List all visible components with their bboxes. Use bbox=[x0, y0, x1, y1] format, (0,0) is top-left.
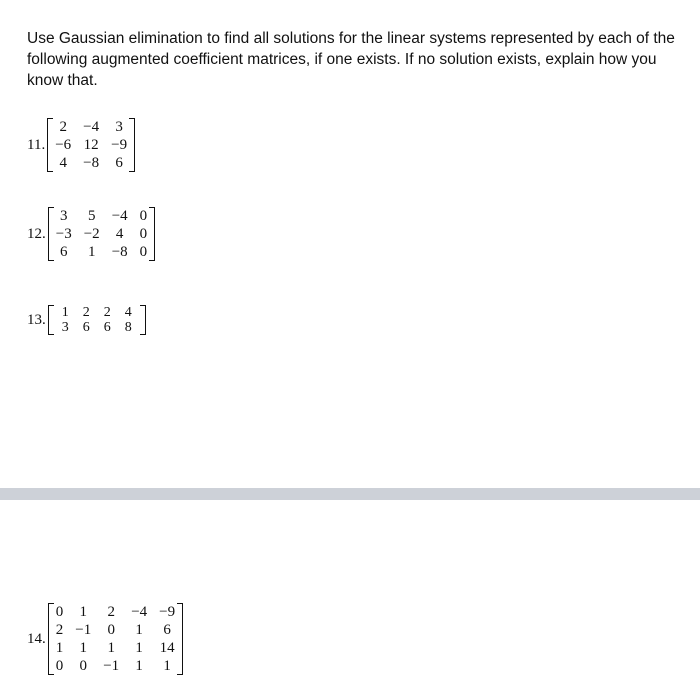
matrix-row bbox=[55, 639, 176, 657]
augmented-matrix bbox=[48, 305, 146, 335]
matrix-row bbox=[55, 207, 148, 225]
matrix-cell: 1 bbox=[135, 622, 143, 638]
matrix-cell: 6 bbox=[82, 320, 90, 335]
matrix-row bbox=[55, 305, 139, 320]
matrix-cell: 2 bbox=[82, 305, 90, 320]
problem-number: 13. bbox=[27, 311, 46, 328]
matrix-cell: 6 bbox=[103, 320, 111, 335]
matrix-cell: 0 bbox=[55, 604, 64, 620]
matrix-cell: 0 bbox=[139, 226, 148, 242]
problem-11 bbox=[27, 118, 135, 172]
problem-14 bbox=[27, 603, 183, 675]
matrix-cell: 1 bbox=[61, 305, 69, 320]
matrix-cell: 2 bbox=[55, 622, 64, 638]
matrix-cell: −1 bbox=[103, 658, 120, 674]
matrix-cell: −6 bbox=[55, 137, 72, 153]
matrix-cell: 0 bbox=[79, 658, 87, 674]
matrix-row bbox=[55, 603, 176, 621]
matrix-cell: 1 bbox=[135, 640, 143, 656]
matrix-cell: −4 bbox=[131, 604, 148, 620]
section-divider bbox=[0, 488, 700, 500]
matrix-cell: 1 bbox=[79, 640, 87, 656]
matrix-row bbox=[54, 154, 128, 172]
matrix-row bbox=[55, 243, 148, 261]
matrix-cell: 1 bbox=[135, 658, 143, 674]
matrix-cell: 0 bbox=[139, 208, 148, 224]
matrix-cell: 3 bbox=[115, 119, 123, 135]
matrix-row bbox=[55, 657, 176, 675]
matrix-cell: −1 bbox=[75, 622, 92, 638]
matrix-cell: −9 bbox=[111, 137, 128, 153]
matrix-cell: 0 bbox=[107, 622, 115, 638]
instructions-text: Use Gaussian elimination to find all solutions for the linear systems represented by each of the following augmented coefficient matrices, if one exists. If no solution exists, explain how you know that. bbox=[27, 30, 675, 89]
augmented-matrix bbox=[48, 207, 155, 261]
problem-number: 14. bbox=[27, 630, 46, 647]
matrix-cell: 6 bbox=[163, 622, 171, 638]
matrix-cell: 6 bbox=[59, 244, 68, 260]
matrix-cell: 3 bbox=[61, 320, 69, 335]
matrix-cell: 1 bbox=[55, 640, 64, 656]
matrix-cell: −8 bbox=[83, 155, 100, 171]
matrix-cell: 0 bbox=[55, 658, 64, 674]
matrix-cell: 2 bbox=[59, 119, 67, 135]
problem-12 bbox=[27, 207, 155, 261]
matrix-cell: 6 bbox=[115, 155, 123, 171]
matrix-cell: −9 bbox=[159, 604, 176, 620]
problem-number: 11. bbox=[27, 136, 46, 153]
matrix-row bbox=[55, 225, 148, 243]
matrix-cell: −8 bbox=[111, 244, 128, 260]
problem-13 bbox=[27, 305, 146, 335]
problem-number: 12. bbox=[27, 225, 46, 242]
matrix-cell: −4 bbox=[111, 208, 128, 224]
matrix-cell: 12 bbox=[83, 137, 99, 153]
matrix-cell: 4 bbox=[115, 226, 124, 242]
augmented-matrix bbox=[47, 118, 135, 172]
matrix-row bbox=[55, 621, 176, 639]
matrix-cell: 2 bbox=[107, 604, 115, 620]
matrix-cell: 1 bbox=[107, 640, 115, 656]
matrix-cell: −2 bbox=[83, 226, 100, 242]
matrix-cell: −3 bbox=[55, 226, 72, 242]
matrix-cell: 4 bbox=[124, 305, 132, 320]
matrix-row bbox=[54, 136, 128, 154]
matrix-cell: 4 bbox=[59, 155, 67, 171]
matrix-cell: 2 bbox=[103, 305, 111, 320]
matrix-row bbox=[55, 320, 139, 335]
matrix-cell: 3 bbox=[59, 208, 68, 224]
matrix-cell: 0 bbox=[139, 244, 148, 260]
matrix-cell: 5 bbox=[87, 208, 96, 224]
matrix-cell: 14 bbox=[159, 640, 175, 656]
matrix-cell: 8 bbox=[124, 320, 132, 335]
matrix-row bbox=[54, 118, 128, 136]
matrix-cell: 1 bbox=[87, 244, 96, 260]
matrix-cell: 1 bbox=[163, 658, 171, 674]
matrix-cell: 1 bbox=[79, 604, 87, 620]
matrix-cell: −4 bbox=[83, 119, 100, 135]
augmented-matrix bbox=[48, 603, 183, 675]
